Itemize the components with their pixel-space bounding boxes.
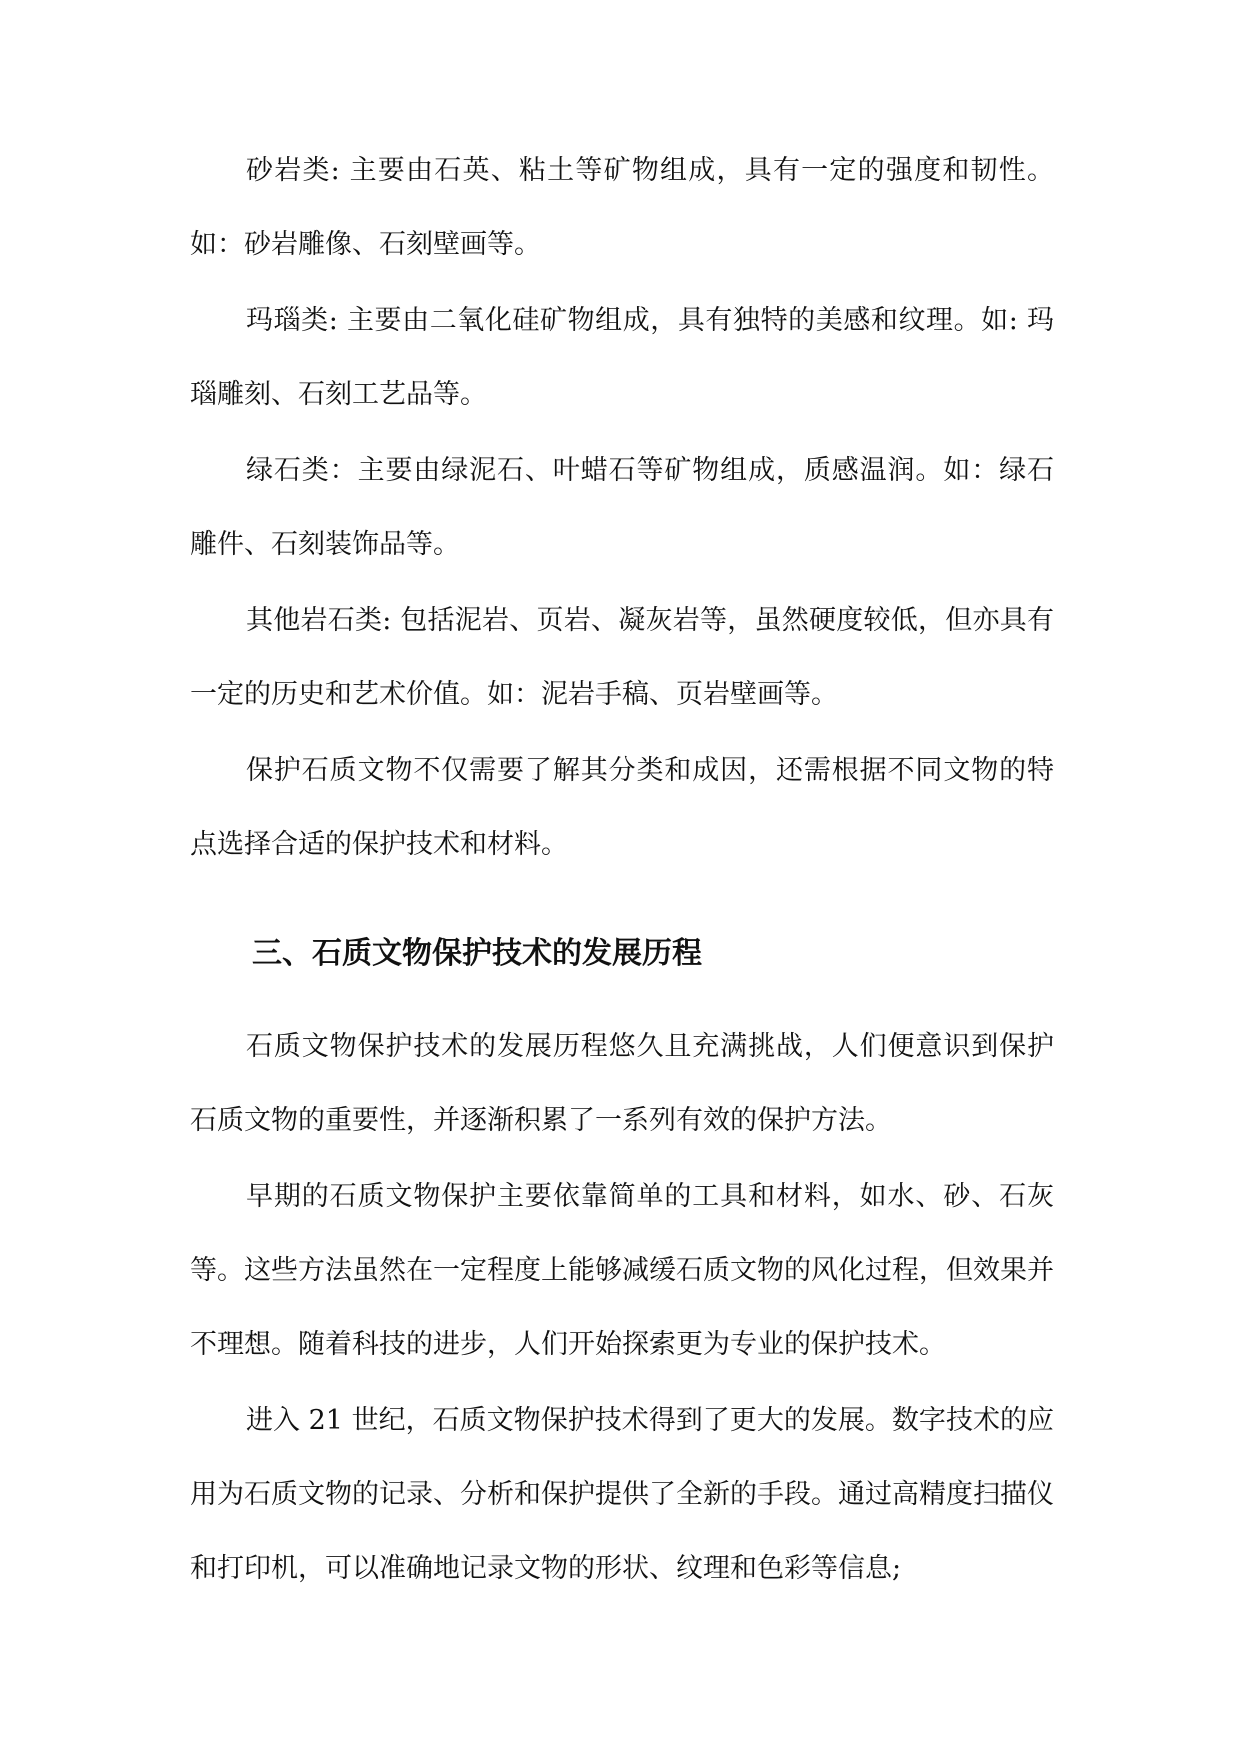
paragraph-early-protection: 早期的石质文物保护主要依靠简单的工具和材料，如水、砂、石灰等。这些方法虽然在一定程度上能够减缓石质文物的风化过程，但效果并不理想。随着科技的进步，人们开始探索更为专业的保护技术。 xyxy=(190,1181,1054,1360)
paragraph-agate: 玛瑙类: 主要由二氧化硅矿物组成，具有独特的美感和纹理。如: 玛瑙雕刻、石刻工艺品等。 xyxy=(190,305,1054,410)
paragraph-other-rocks: 其他岩石类: 包括泥岩、页岩、凝灰岩等，虽然硬度较低，但亦具有一定的历史和艺术价值。如：泥岩手稿、页岩壁画等。 xyxy=(190,605,1054,710)
section-heading: 三、石质文物保护技术的发展历程 xyxy=(252,936,702,971)
paragraph-history-intro: 石质文物保护技术的发展历程悠久且充满挑战，人们便意识到保护石质文物的重要性，并逐渐积累了一系列有效的保护方法。 xyxy=(190,1031,1054,1136)
paragraph-sandstone: 砂岩类: 主要由石英、粘土等矿物组成，具有一定的强度和韧性。如：砂岩雕像、石刻壁画等。 xyxy=(190,155,1054,260)
paragraph-greenstone: 绿石类：主要由绿泥石、叶蜡石等矿物组成，质感温润。如：绿石雕件、石刻装饰品等。 xyxy=(190,455,1054,560)
paragraph-protection-summary: 保护石质文物不仅需要了解其分类和成因，还需根据不同文物的特点选择合适的保护技术和材料。 xyxy=(190,755,1054,860)
paragraph-21st-century: 进入 21 世纪，石质文物保护技术得到了更大的发展。数字技术的应用为石质文物的记录、分析和保护提供了全新的手段。通过高精度扫描仪和打印机，可以准确地记录文物的形状、纹理和色彩等信息; xyxy=(190,1405,1054,1584)
